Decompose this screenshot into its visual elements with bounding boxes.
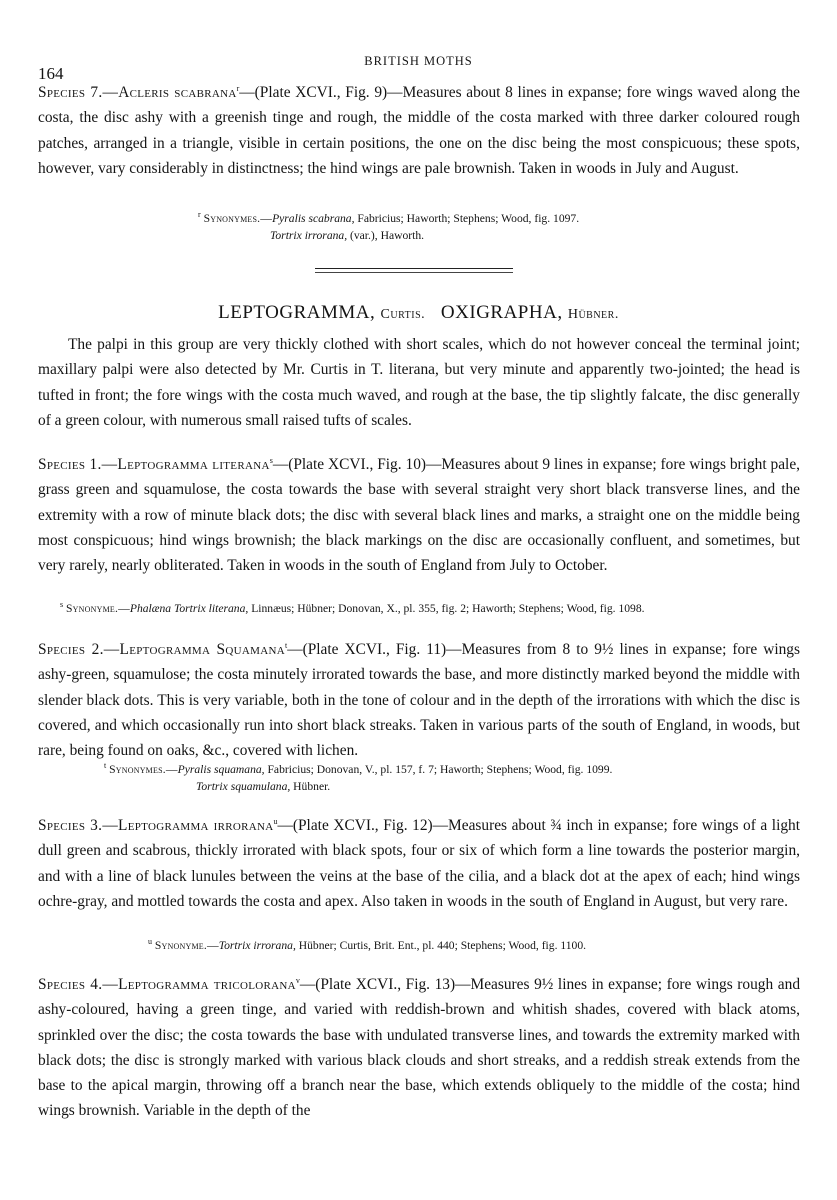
footnote-mark: r [198,210,201,220]
plate-reference: —(Plate XCVI., Fig. 11)— [287,641,462,658]
species-3-footnote [148,938,586,953]
footnote-text: Linnæus; Hübner; Donovan, X., pl. 355, fig. 2; Haworth; Stephens; Wood, fig. 1098. [248,602,645,615]
footnote-text: Fabricius; Donovan, V., pl. 157, f. 7; Haworth; Stephens; Wood, fig. 1099. [264,763,613,776]
species-description: Measures about 8 lines in expanse; fore wings waved along the costa, the disc ashy with a greenish tinge and rough, the middle of the costa marked with three darker coloured rough patches, arranged in a triangle, visible in certain positions, the one on the disc being the most conspicuous; these spots, however, vary considerably in distinctness; the hind wings are pale brownish. Taken in woods in July and August. [38,84,801,177]
footnote-label: Synonyme.— [154,939,219,952]
species-name: —Leptogramma tricolorana [102,976,296,993]
species-2-footnote [104,762,612,777]
species-name-text: Leptogramma tricolorana [118,976,296,993]
footnote-text: Fabricius; Haworth; Stephens; Wood, fig. 1097. [354,212,580,225]
footnote-label: Synonyme.— [66,602,130,615]
genus-heading [0,302,837,324]
species-3-paragraph [38,813,800,914]
species-1-footnote [60,601,645,616]
genus-intro: The palpi in this group are very thickly clothed with short scales, which do not however conceal the terminal joint; maxillary palpi were also detected by Mr. Curtis in T. literana, but very minute and apparently two-jointed; the head is tufted in front; the fore wings with the costa much waved, and rough at the base, the tip slightly falcate, the disc generally of a green colour, with numerous small raised tufts of scales. [38,336,800,429]
species-2-footnote-line-2 [196,779,330,794]
footnote-text: Hübner. [290,780,331,793]
page-number: 164 [38,64,64,83]
species-description: Measures about 9 lines in expanse; fore wings bright pale, grass green and squamulose, the costa towards the base with several straight very short black transverse lines, and the extremity with a row of minute black dots; the disc with several black lines and marks, a straight one on the middle being most conspicuous; hind wings brownish; the black markings on the disc are occasionally confluent, and sometimes, but very rarely, nearly obliterated. Taken in woods in the south of England from July to October. [38,456,800,575]
species-name: —Leptogramma irrorana [102,817,274,834]
running-title: BRITISH MOTHS [364,54,473,68]
footnote-label: Synonymes.— [109,763,178,776]
footnote-mark: t [104,761,107,771]
species-name-text: Acleris scabrana [118,84,237,101]
footnote-mark: t [284,640,288,650]
footnote-mark: s [269,455,273,465]
species-2-paragraph [38,637,800,763]
footnote-mark: v [295,975,300,985]
species-7-paragraph [38,80,800,181]
species-description: Measures from 8 to 9½ lines in expanse; fore wings ashy-green, squamulose; the costa minutely irrorated towards the base, and more distinctly marked beyond the middle with slender black dots. This is very variable, both in the tone of colour and in the depth of the irrorations with which the disc is covered, and which occasionally run into short black streaks. Taken in various parts of the south of England, in woods, but rare, being found on oaks, &c., covered with lichen. [38,641,800,760]
species-name-text: Leptogramma Squamana [119,641,285,658]
footnote-mark: u [148,937,152,947]
species-label: Species 4. [38,976,103,993]
genus-name-1: LEPTOGRAMMA, [218,302,376,323]
species-description: Measures about ¾ inch in expanse; fore wings of a light dull green and scabrous, thickly irrorated with black spots, four or six of which form a line towards the posterior margin, and with a line of black lunules between the veins at the base of the cilia, and a black dot at the apex of each; hind wings ochre-gray, and mottled towards the costa and apex. Also taken in woods in the south of England in August, but very rare. [38,817,801,910]
species-label: Species 2. [38,641,104,658]
plate-reference: —(Plate XCVI., Fig. 9)— [239,84,403,101]
species-7-footnote-line-2 [270,228,424,243]
plate-reference: —(Plate XCVI., Fig. 13)— [299,976,471,993]
species-name: —Leptogramma literana [101,456,270,473]
footnote-mark: u [273,816,278,826]
species-label: Species 3. [38,817,103,834]
species-name-text: Leptogramma literana [117,456,270,473]
footnote-italic: Pyralis squamana, [177,763,265,776]
species-label: Species 1. [38,456,102,473]
plate-reference: —(Plate XCVI., Fig. 12)— [277,817,449,834]
footnote-label: Synonymes.— [203,212,273,225]
species-name: —Acleris scabrana [102,84,237,101]
footnote-italic: Tortrix squamulana, [196,780,291,793]
footnote-mark: r [236,83,240,93]
footnote-text: Hübner; Curtis, Brit. Ent., pl. 440; Stephens; Wood, fig. 1100. [295,939,587,952]
species-4-paragraph [38,972,800,1124]
genus-name-2: OXIGRAPHA, [440,302,563,323]
species-1-paragraph [38,452,800,578]
plate-reference: —(Plate XCVI., Fig. 10)— [272,456,442,473]
footnote-italic: Tortrix irrorana, [218,939,296,952]
species-name-text: Leptogramma irrorana [118,817,274,834]
species-description: Measures 9½ lines in expanse; fore wings rough and ashy-coloured, having a green tinge, and varied with reddish-brown and whitish shades, covered with black atoms, sprinkled over the disc; the costa towards the base with undulated transverse lines, and towards the extremity marked with black dots; the disc is strongly marked with various black clouds and short streaks, and a reddish streak extends from the base to the apical margin, throwing off a branch near the base, which extends obliquely to the middle of the costa; hind wings brownish. Variable in the depth of the [38,976,801,1120]
footnote-italic: Pyralis scabrana, [272,212,355,225]
footnote-text: (var.), Haworth. [347,229,425,242]
footnote-italic: Tortrix irrorana, [270,229,348,242]
genus-author-1: Curtis. [380,307,426,322]
section-divider-thin [315,272,513,273]
section-divider [315,268,513,269]
species-7-footnote [198,211,579,226]
footnote-mark: s [60,600,64,610]
footnote-italic: Phalæna Tortrix literana, [129,602,249,615]
genus-author-2: Hübner. [567,307,619,322]
species-name: —Leptogramma Squamana [103,641,285,658]
species-label: Species 7. [38,84,103,101]
